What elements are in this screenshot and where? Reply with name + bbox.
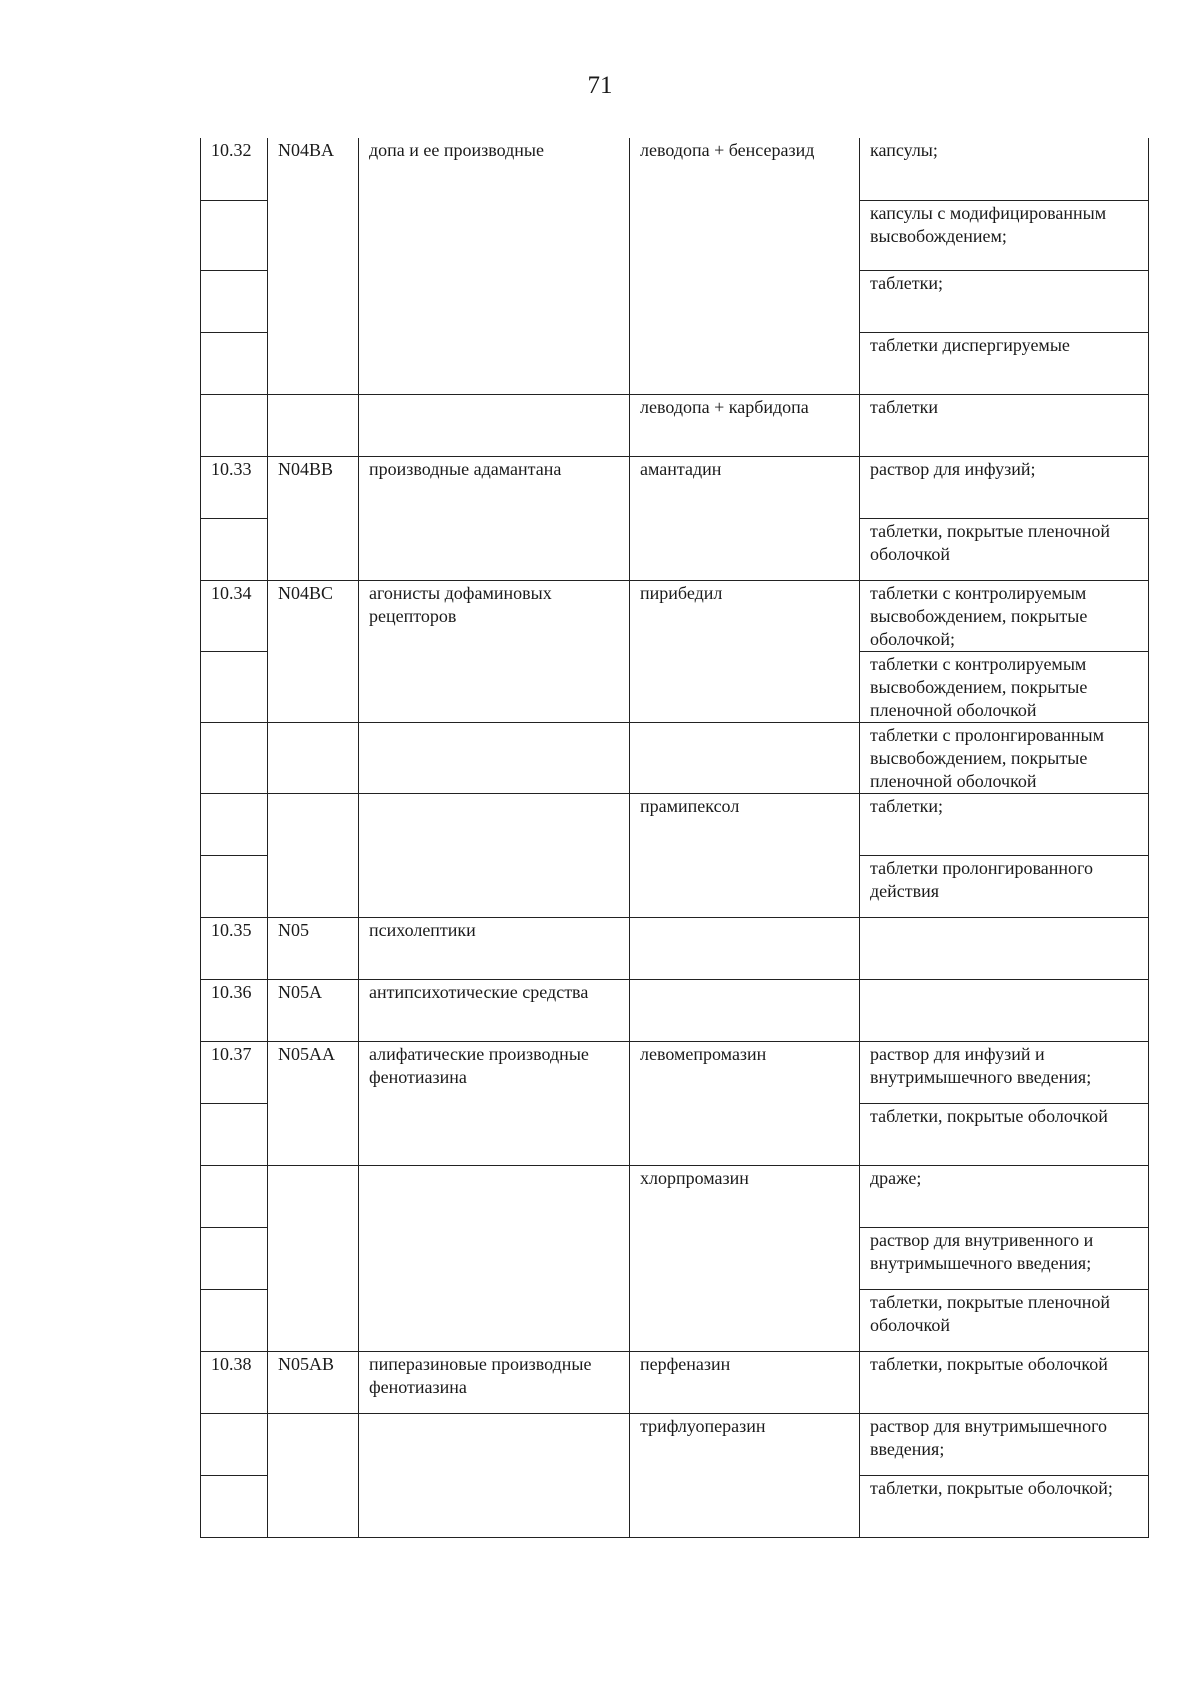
drug-name-cell xyxy=(630,917,860,979)
dosage-form-cell: таблетки с контролируемым высвобождением, покрытые оболочкой; xyxy=(860,580,1149,651)
drug-name-cell: пирибедил xyxy=(630,580,860,722)
dosage-form-cell: драже; xyxy=(860,1165,1149,1227)
atc-code-cell: N04BB xyxy=(268,456,359,580)
dosage-form-cell: таблетки, покрытые оболочкой xyxy=(860,1103,1149,1165)
dosage-form-cell: таблетки, покрытые пленочной оболочкой xyxy=(860,518,1149,580)
group-name-cell xyxy=(359,1165,630,1351)
row-number-cell: 10.34 xyxy=(201,580,268,651)
drug-table xyxy=(200,138,1149,1538)
group-name-cell: допа и ее производные xyxy=(359,138,630,394)
table-row xyxy=(201,580,1149,651)
dosage-form-cell: капсулы; xyxy=(860,138,1149,200)
drug-name-cell xyxy=(630,979,860,1041)
row-number-cell xyxy=(201,394,268,456)
row-number-cell xyxy=(201,651,268,722)
atc-code-cell: N04BC xyxy=(268,580,359,722)
atc-code-cell: N05 xyxy=(268,917,359,979)
dosage-form-cell: раствор для внутривенного и внутримышечного введения; xyxy=(860,1227,1149,1289)
atc-code-cell: N05AA xyxy=(268,1041,359,1165)
row-number-cell xyxy=(201,270,268,332)
row-number-cell xyxy=(201,332,268,394)
row-number-cell xyxy=(201,1227,268,1289)
group-name-cell xyxy=(359,394,630,456)
page-number: 71 xyxy=(587,72,613,99)
row-number-cell xyxy=(201,1413,268,1475)
row-number-cell xyxy=(201,1103,268,1165)
drug-name-cell: левомепромазин xyxy=(630,1041,860,1165)
row-number-cell xyxy=(201,793,268,855)
drug-name-cell: леводопа + карбидопа xyxy=(630,394,860,456)
atc-code-cell xyxy=(268,793,359,917)
row-number-cell: 10.37 xyxy=(201,1041,268,1103)
group-name-cell: алифатические производные фенотиазина xyxy=(359,1041,630,1165)
dosage-form-cell: таблетки с контролируемым высвобождением, покрытые пленочной оболочкой xyxy=(860,651,1149,722)
drug-name-cell: прамипексол xyxy=(630,793,860,917)
table-row xyxy=(201,722,1149,793)
drug-name-cell: перфеназин xyxy=(630,1351,860,1413)
dosage-form-cell: капсулы с модифицированным высвобождением; xyxy=(860,200,1149,270)
group-name-cell: психолептики xyxy=(359,917,630,979)
table-row xyxy=(201,979,1149,1041)
atc-code-cell: N05AB xyxy=(268,1351,359,1413)
drug-name-cell: амантадин xyxy=(630,456,860,580)
row-number-cell xyxy=(201,855,268,917)
row-number-cell: 10.33 xyxy=(201,456,268,518)
row-number-cell xyxy=(201,1475,268,1537)
table-row xyxy=(201,394,1149,456)
dosage-form-cell: таблетки диспергируемые xyxy=(860,332,1149,394)
drug-name-cell xyxy=(630,722,860,793)
table-row xyxy=(201,1041,1149,1103)
atc-code-cell xyxy=(268,394,359,456)
table-row xyxy=(201,138,1149,200)
row-number-cell xyxy=(201,1165,268,1227)
dosage-form-cell xyxy=(860,979,1149,1041)
drug-name-cell: леводопа + бенсеразид xyxy=(630,138,860,394)
table-row xyxy=(201,1351,1149,1413)
dosage-form-cell: таблетки, покрытые пленочной оболочкой xyxy=(860,1289,1149,1351)
dosage-form-cell: таблетки, покрытые оболочкой; xyxy=(860,1475,1149,1537)
row-number-cell: 10.32 xyxy=(201,138,268,200)
row-number-cell xyxy=(201,1289,268,1351)
dosage-form-cell: раствор для внутримышечного введения; xyxy=(860,1413,1149,1475)
table-row xyxy=(201,917,1149,979)
atc-code-cell: N04BA xyxy=(268,138,359,394)
atc-code-cell xyxy=(268,1413,359,1537)
group-name-cell: пиперазиновые производные фенотиазина xyxy=(359,1351,630,1413)
drug-name-cell: хлорпромазин xyxy=(630,1165,860,1351)
group-name-cell: антипсихотические средства xyxy=(359,979,630,1041)
dosage-form-cell: таблетки xyxy=(860,394,1149,456)
group-name-cell xyxy=(359,722,630,793)
group-name-cell xyxy=(359,793,630,917)
table-row xyxy=(201,1165,1149,1227)
group-name-cell: агонисты дофаминовых рецепторов xyxy=(359,580,630,722)
dosage-form-cell: таблетки с пролонгированным высвобождением, покрытые пленочной оболочкой xyxy=(860,722,1149,793)
dosage-form-cell: таблетки; xyxy=(860,793,1149,855)
row-number-cell xyxy=(201,722,268,793)
row-number-cell: 10.35 xyxy=(201,917,268,979)
atc-code-cell xyxy=(268,722,359,793)
row-number-cell: 10.36 xyxy=(201,979,268,1041)
row-number-cell: 10.38 xyxy=(201,1351,268,1413)
group-name-cell xyxy=(359,1413,630,1537)
atc-code-cell: N05A xyxy=(268,979,359,1041)
drug-name-cell: трифлуоперазин xyxy=(630,1413,860,1537)
dosage-form-cell: таблетки; xyxy=(860,270,1149,332)
atc-code-cell xyxy=(268,1165,359,1351)
dosage-form-cell: таблетки пролонгированного действия xyxy=(860,855,1149,917)
dosage-form-cell xyxy=(860,917,1149,979)
table-row xyxy=(201,793,1149,855)
table-row xyxy=(201,1413,1149,1475)
dosage-form-cell: раствор для инфузий; xyxy=(860,456,1149,518)
dosage-form-cell: раствор для инфузий и внутримышечного введения; xyxy=(860,1041,1149,1103)
row-number-cell xyxy=(201,200,268,270)
group-name-cell: производные адамантана xyxy=(359,456,630,580)
table-row xyxy=(201,456,1149,518)
row-number-cell xyxy=(201,518,268,580)
dosage-form-cell: таблетки, покрытые оболочкой xyxy=(860,1351,1149,1413)
